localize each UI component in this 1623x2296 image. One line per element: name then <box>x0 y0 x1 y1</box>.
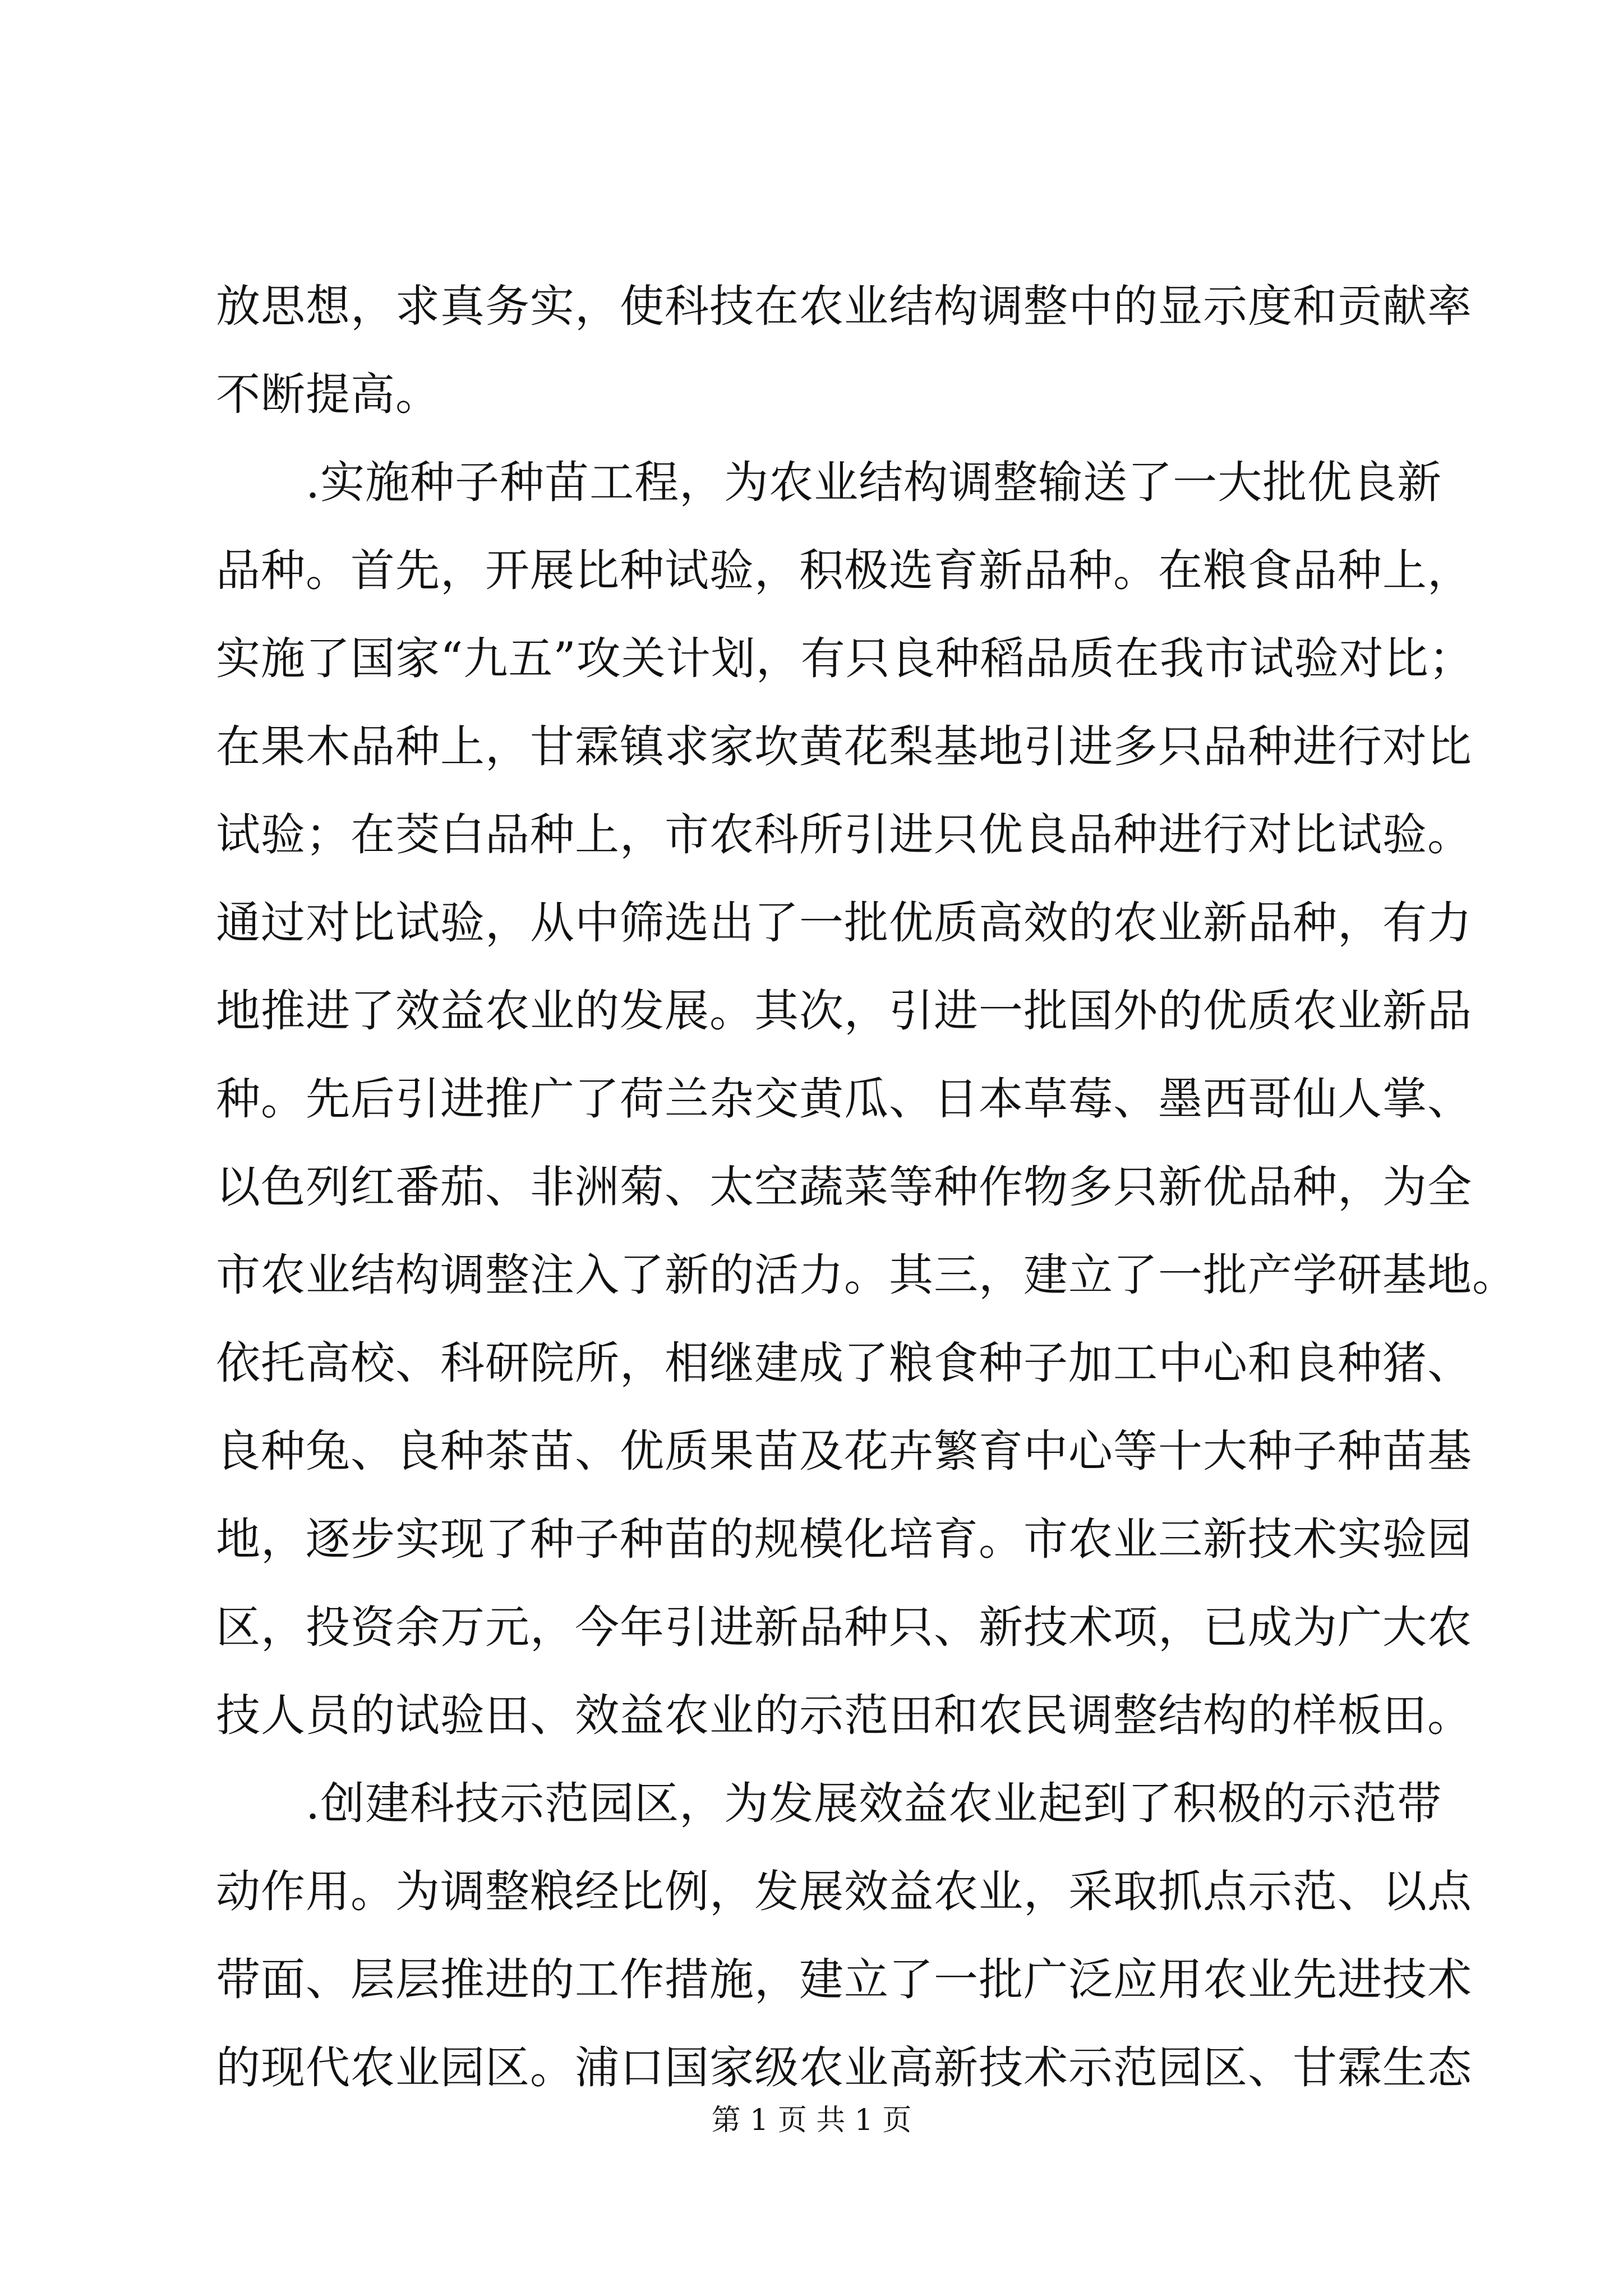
page-number-label: 第 1 页 共 1 页 <box>711 2104 912 2137</box>
text-line: 种。先后引进推广了荷兰杂交黄瓜、日本草莓、墨西哥仙人掌、 <box>216 1073 1472 1125</box>
text-line: .实施种子种苗工程，为农业结构调整输送了一大批优良新 <box>216 457 1442 508</box>
text-line: 以色列红番茄、非洲菊、太空蔬菜等种作物多只新优品种，为全 <box>216 1161 1472 1213</box>
text-line: 地推进了效益农业的发展。其次，引进一批国外的优质农业新品 <box>216 985 1472 1037</box>
text-line: 的现代农业园区。浦口国家级农业高新技术示范园区、甘霖生态 <box>216 2042 1472 2093</box>
text-line: .创建科技示范园区，为发展效益农业起到了积极的示范带 <box>216 1778 1442 1829</box>
paragraph-1 <box>216 263 1472 439</box>
text-line: 地，逐步实现了种子种苗的规模化培育。市农业三新技术实验园 <box>216 1513 1472 1565</box>
text-line: 市农业结构调整注入了新的活力。其三，建立了一批产学研基地。 <box>216 1249 1517 1301</box>
text-line: 技人员的试验田、效益农业的示范田和农民调整结构的样板田。 <box>216 1690 1472 1741</box>
text-line: 区，投资余万元，今年引进新品种只、新技术项，已成为广大农 <box>216 1602 1472 1653</box>
text-line: 动作用。为调整粮经比例，发展效益农业，采取抓点示范、以点 <box>216 1866 1472 1917</box>
text-line: 在果木品种上，甘霖镇求家坎黄花梨基地引进多只品种进行对比 <box>216 721 1472 772</box>
text-line: 带面、层层推进的工作措施，建立了一批广泛应用农业先进技术 <box>216 1954 1472 2005</box>
text-line: 品种。首先，开展比种试验，积极选育新品种。在粮食品种上， <box>216 545 1472 596</box>
text-line: 不断提高。 <box>216 369 440 420</box>
paragraph-3 <box>216 1760 1472 2112</box>
text-line: 通过对比试验，从中筛选出了一批优质高效的农业新品种，有力 <box>216 897 1472 949</box>
paragraph-2 <box>216 439 1517 1760</box>
text-line: 良种兔、良种茶苗、优质果苗及花卉繁育中心等十大种子种苗基 <box>216 1425 1472 1477</box>
text-line: 实施了国家“九五”攻关计划，有只良种稻品质在我市试验对比； <box>216 633 1474 684</box>
text-line: 放思想，求真务实，使科技在农业结构调整中的显示度和贡献率 <box>216 280 1472 332</box>
text-line: 依托高校、科研院所，相继建成了粮食种子加工中心和良种猪、 <box>216 1337 1472 1389</box>
page-footer <box>0 2098 1623 2143</box>
document-body <box>216 263 1517 2112</box>
text-line: 试验；在茭白品种上，市农科所引进只优良品种进行对比试验。 <box>216 809 1472 861</box>
